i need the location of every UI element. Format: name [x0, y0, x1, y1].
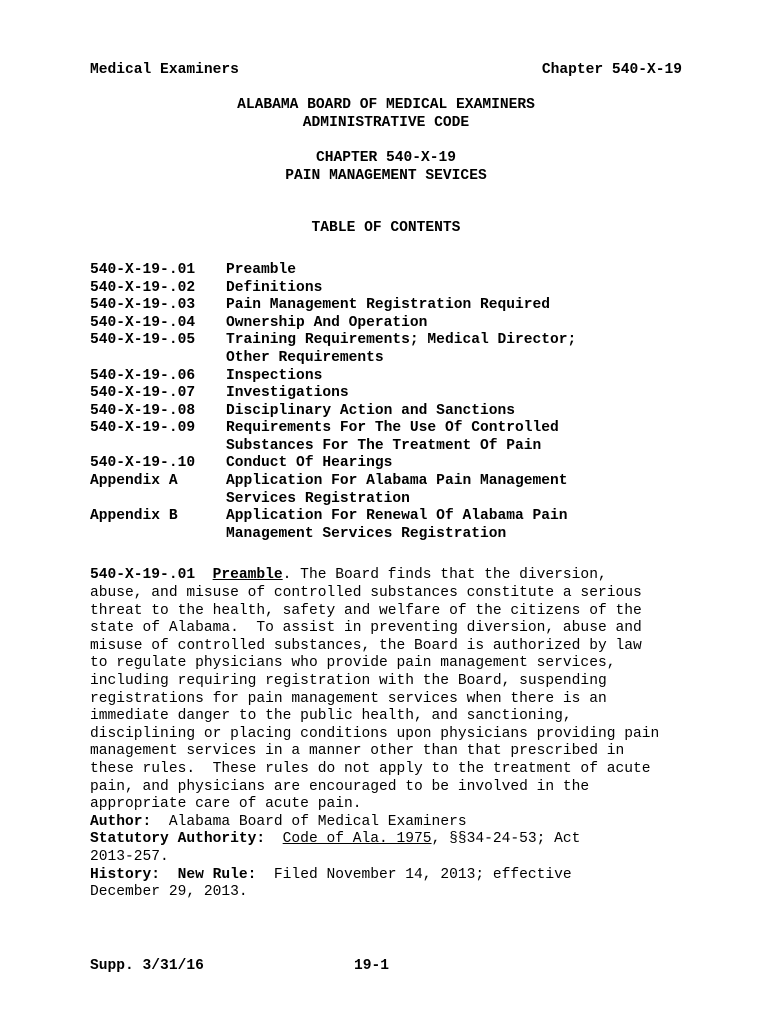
body-line: management services in a manner other than that prescribed in	[90, 743, 625, 760]
toc-row	[90, 455, 682, 473]
toc-title: Ownership And Operation	[226, 314, 428, 331]
toc-number: 540-X-19-.05	[90, 332, 196, 349]
toc-row	[90, 508, 682, 526]
toc-row	[90, 350, 682, 368]
supplement-date: Supp. 3/31/16	[90, 958, 204, 974]
history-rest: Filed November 14, 2013; effective	[256, 866, 572, 883]
toc-title: Management Services Registration	[226, 525, 507, 542]
section-number: 540-X-19-.01	[90, 567, 196, 584]
running-header	[90, 62, 682, 80]
document-page	[90, 62, 682, 902]
authority-rest: , §§34-24-53; Act	[431, 831, 581, 848]
toc-number: Appendix A	[90, 473, 178, 490]
toc-number: 540-X-19-.10	[90, 455, 196, 472]
toc-row	[90, 385, 682, 403]
toc-title: Services Registration	[226, 490, 410, 507]
toc-title: Inspections	[226, 367, 323, 384]
author-label: Author:	[90, 813, 152, 830]
toc-row	[90, 297, 682, 315]
toc-title: Preamble	[226, 261, 297, 278]
header-left: Medical Examiners	[90, 62, 239, 78]
toc-number: 540-X-19-.08	[90, 402, 196, 419]
toc-number: 540-X-19-.02	[90, 279, 196, 296]
toc-title: Application For Renewal Of Alabama Pain	[226, 508, 568, 525]
author-value: Alabama Board of Medical Examiners	[151, 813, 467, 830]
authority-code: Code of Ala. 1975	[282, 831, 432, 848]
toc-row	[90, 420, 682, 438]
toc-row	[90, 438, 682, 456]
authority-line-2: 2013-257.	[90, 848, 169, 865]
toc-title: Requirements For The Use Of Controlled	[226, 420, 559, 437]
toc-number: 540-X-19-.06	[90, 367, 196, 384]
toc-row	[90, 315, 682, 333]
toc-number	[90, 526, 226, 544]
body-line: state of Alabama. To assist in preventing diversion, abuse and	[90, 620, 642, 637]
code-title: ADMINISTRATIVE CODE	[302, 114, 470, 131]
section-preamble	[90, 567, 682, 901]
section-first-line	[90, 567, 682, 585]
authority-label: Statutory Authority:	[90, 831, 266, 848]
body-line: registrations for pain management services when there is an	[90, 690, 607, 707]
toc-heading: TABLE OF CONTENTS	[311, 220, 461, 237]
body-line: these rules. These rules do not apply to the treatment of acute	[90, 760, 651, 777]
history-line	[90, 867, 682, 885]
toc-row	[90, 332, 682, 350]
toc-number: 540-X-19-.07	[90, 385, 196, 402]
chapter-number: CHAPTER 540-X-19	[315, 149, 457, 166]
body-line: pain, and physicians are encouraged to be involved in the	[90, 778, 590, 795]
section-heading: Preamble	[212, 567, 283, 584]
body-line: appropriate care of acute pain.	[90, 796, 362, 813]
board-title: ALABAMA BOARD OF MEDICAL EXAMINERS	[237, 97, 535, 114]
toc-row	[90, 262, 682, 280]
toc-title: Conduct Of Hearings	[226, 455, 393, 472]
toc-row	[90, 491, 682, 509]
toc-title: Substances For The Treatment Of Pain	[226, 437, 542, 454]
body-line: to regulate physicians who provide pain management services,	[90, 655, 616, 672]
author-line	[90, 814, 682, 832]
toc-row	[90, 280, 682, 298]
section-body	[90, 585, 682, 814]
toc-row	[90, 403, 682, 421]
body-line: disciplining or placing conditions upon physicians providing pain	[90, 725, 660, 742]
toc-number	[90, 438, 226, 456]
toc-title: Definitions	[226, 279, 323, 296]
history-line-2: December 29, 2013.	[90, 884, 248, 901]
toc-number: 540-X-19-.09	[90, 420, 196, 437]
toc-number	[90, 491, 226, 509]
toc-row	[90, 526, 682, 544]
body-line: immediate danger to the public health, and sanctioning,	[90, 708, 572, 725]
toc-number: Appendix B	[90, 508, 178, 525]
body-line: including requiring registration with the Board, suspending	[90, 673, 607, 689]
toc-number: 540-X-19-.03	[90, 297, 196, 314]
page-number: 19-1	[354, 958, 390, 974]
toc-title: Other Requirements	[226, 349, 384, 366]
header-right: Chapter 540-X-19	[541, 62, 682, 78]
toc-title: Investigations	[226, 385, 349, 402]
section-intro: . The Board finds that the diversion,	[282, 567, 607, 584]
toc-number	[90, 350, 226, 368]
body-line: misuse of controlled substances, the Board is authorized by law	[90, 637, 642, 654]
history-label: History: New Rule:	[90, 866, 257, 883]
toc-number: 540-X-19-.01	[90, 261, 196, 278]
toc-title: Application For Alabama Pain Management	[226, 473, 568, 490]
table-of-contents	[90, 262, 682, 544]
toc-row	[90, 368, 682, 386]
chapter-title: PAIN MANAGEMENT SEVICES	[285, 167, 487, 184]
toc-number: 540-X-19-.04	[90, 314, 196, 331]
body-line: threat to the health, safety and welfare of the citizens of the	[90, 602, 642, 619]
toc-row	[90, 473, 682, 491]
toc-title: Training Requirements; Medical Director;	[226, 332, 577, 349]
body-line: abuse, and misuse of controlled substances constitute a serious	[90, 585, 642, 602]
toc-title: Pain Management Registration Required	[226, 297, 551, 314]
toc-title: Disciplinary Action and Sanctions	[226, 402, 516, 419]
authority-line	[90, 831, 682, 849]
